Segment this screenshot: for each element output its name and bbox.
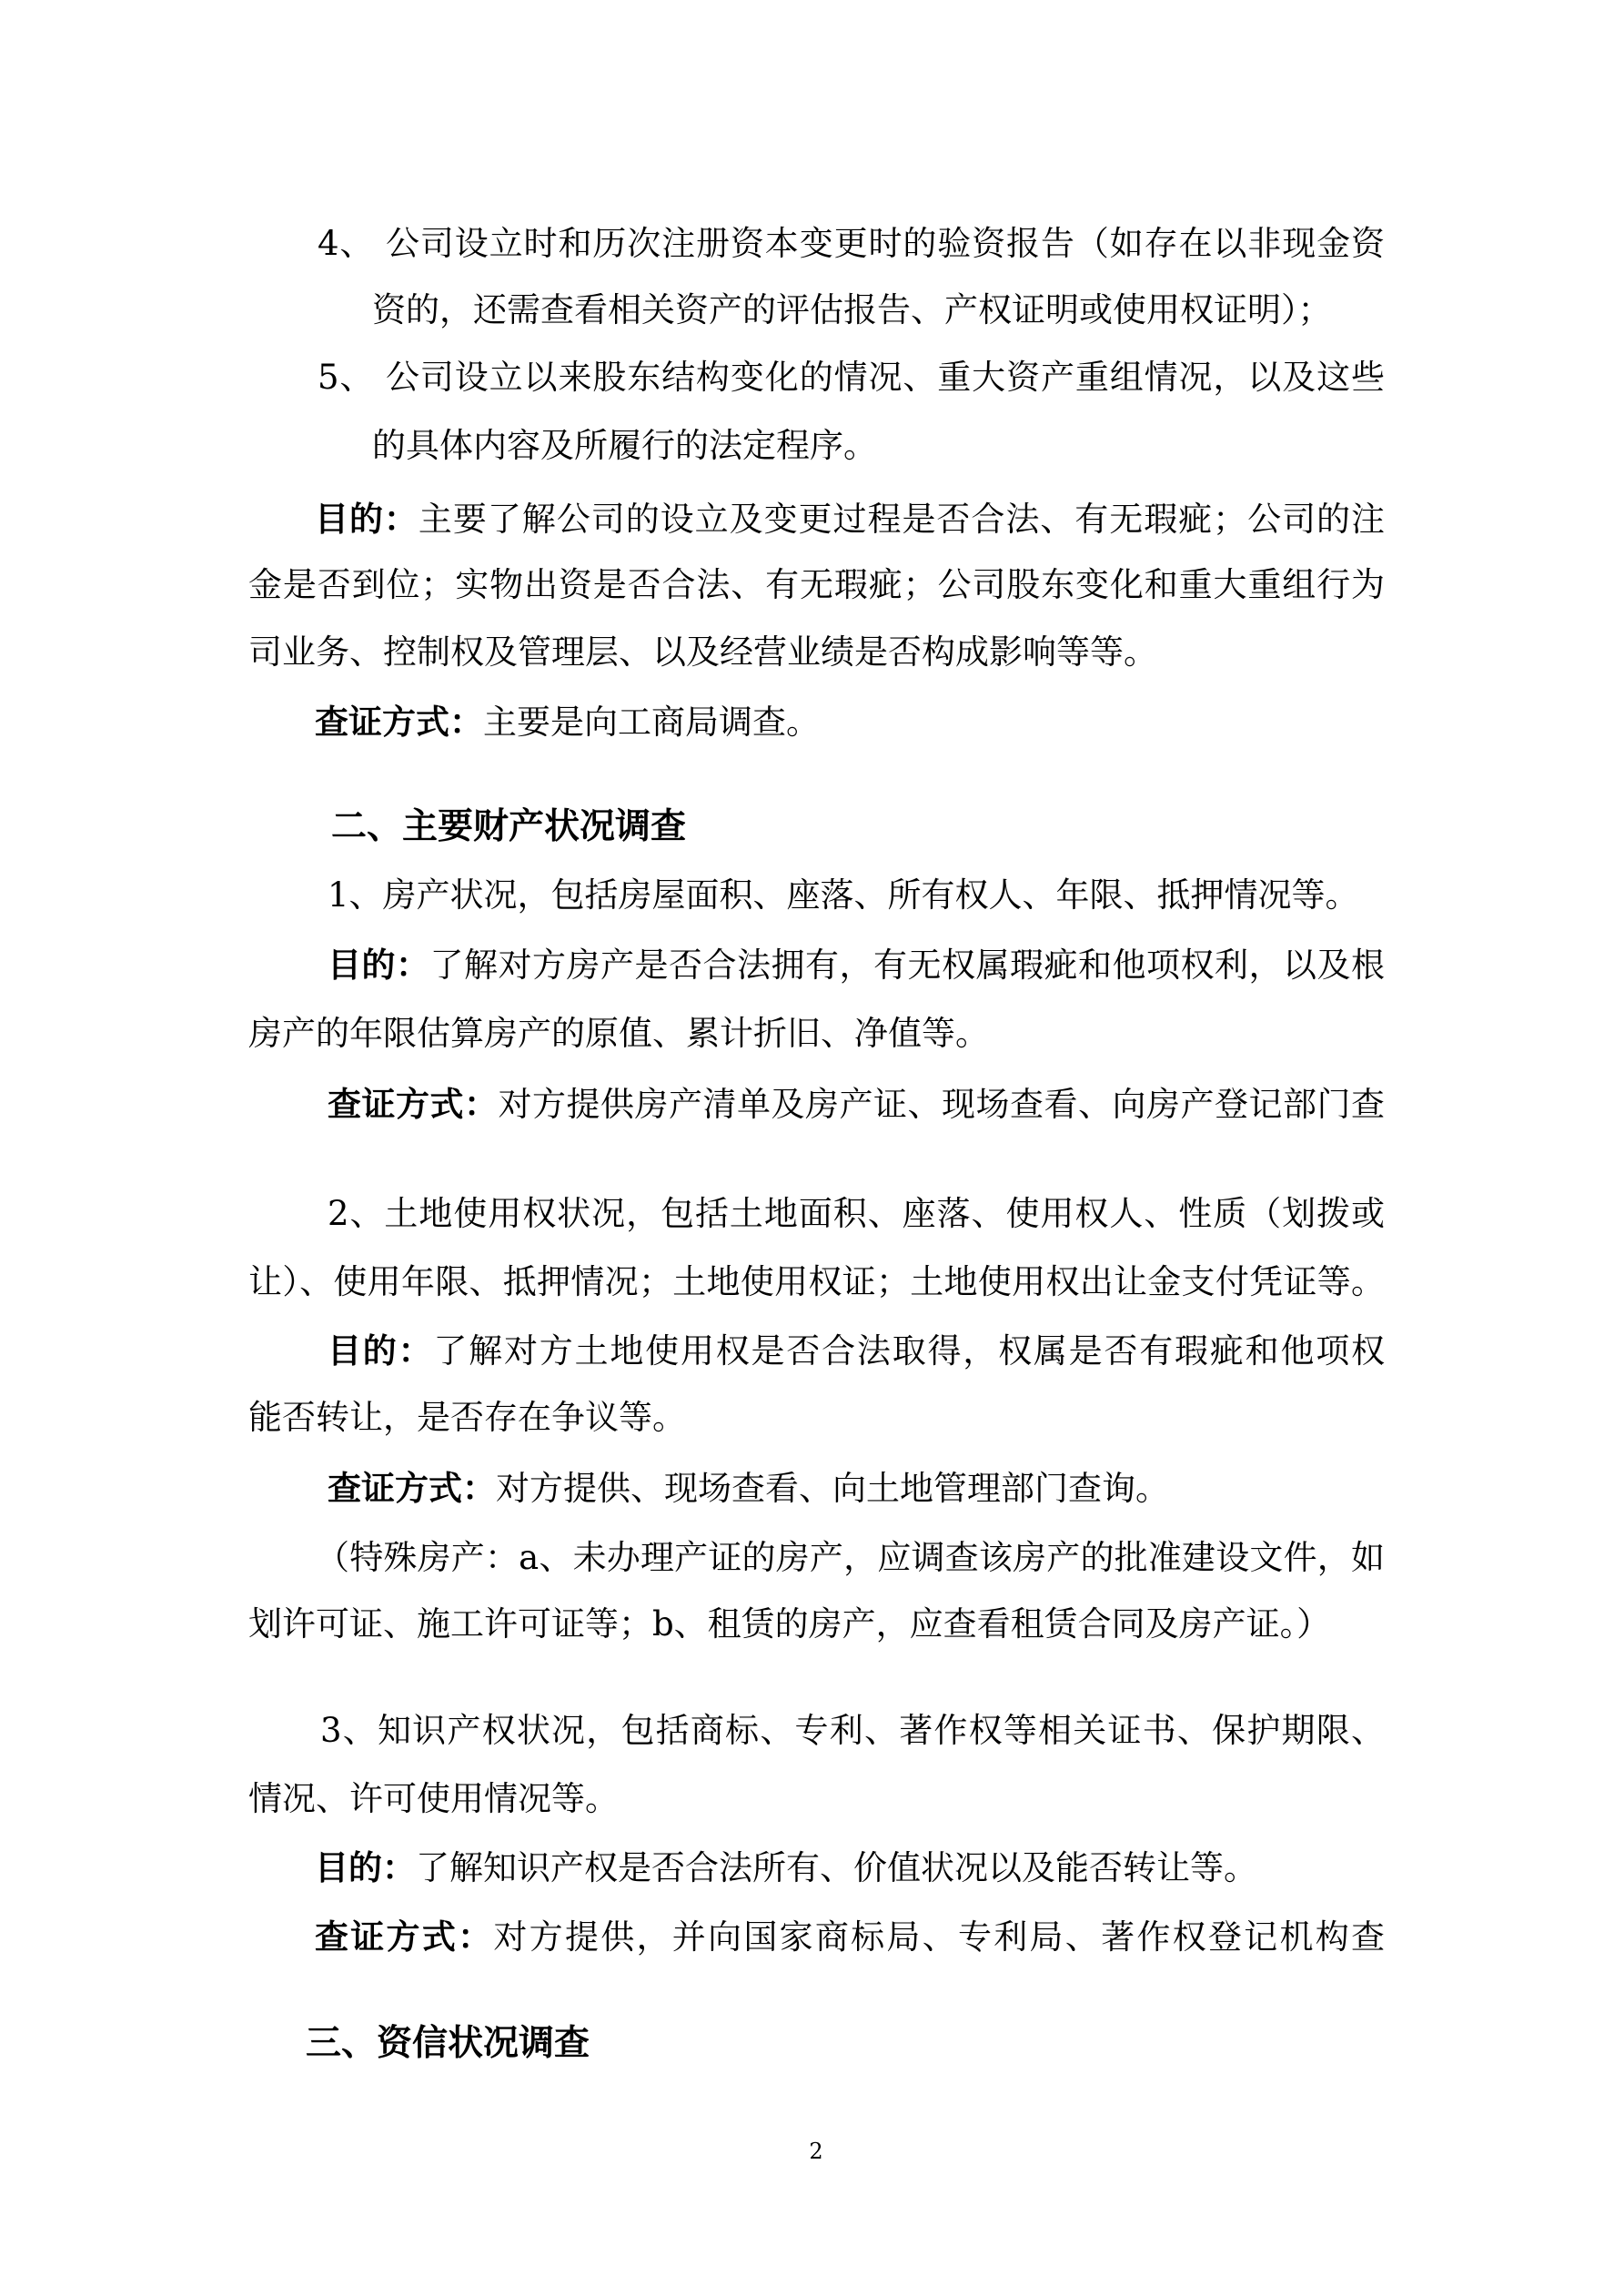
- section-heading-3: 三、资信状况调查: [306, 2023, 590, 2064]
- verification-label: 查证方式：: [328, 1469, 496, 1508]
- purpose-label: 目的：: [328, 1331, 434, 1371]
- paragraph-line: [248, 565, 1385, 605]
- line-text: 主要是向工商局调查。: [483, 703, 820, 742]
- purpose-paragraph-1: [315, 500, 1385, 540]
- paragraph-line: [248, 1779, 619, 1819]
- line-text: 了解对方房产是否合法拥有，有无权属瑕疵和他项权利，以及根: [429, 946, 1385, 985]
- verification-label: 查证方式：: [315, 703, 483, 742]
- line-text: 金是否到位；实物出资是否合法、有无瑕疵；公司股东变化和重大重组行为: [248, 565, 1385, 604]
- page-number: 2: [809, 2139, 823, 2164]
- line-text: 划许可证、施工许可证等；b、租赁的房产，应查看租赁合同及房产证。）: [248, 1604, 1331, 1644]
- list-item-4: [318, 224, 1385, 264]
- line-text: 了解对方土地使用权是否合法取得，权属是否有瑕疵和他项权: [433, 1331, 1385, 1371]
- list-item-1: [328, 875, 1359, 915]
- line-text: 的具体内容及所履行的法定程序。: [372, 426, 877, 465]
- paragraph-line: [248, 632, 1157, 673]
- line-text: 4、 公司设立时和历次注册资本变更时的验资报告（如存在以非现金资: [318, 224, 1385, 263]
- verification-paragraph-3: [328, 1469, 1169, 1509]
- purpose-label: 目的：: [328, 946, 430, 985]
- list-item-2: [328, 1194, 1385, 1234]
- purpose-paragraph-3: [328, 1331, 1385, 1371]
- verification-paragraph-2: [328, 1085, 1385, 1125]
- line-text: 了解知识产权是否合法所有、价值状况以及能否转让等。: [416, 1848, 1257, 1887]
- list-item-3: [320, 1711, 1385, 1751]
- line-text: 资的，还需查看相关资产的评估报告、产权证明或使用权证明）；: [372, 290, 1332, 329]
- line-text: 情况、许可使用情况等。: [248, 1779, 619, 1818]
- paragraph-line: [248, 1604, 1330, 1644]
- line-text: 对方提供、现场查看、向土地管理部门查询。: [496, 1469, 1169, 1508]
- section-heading-2: 二、主要财产状况调查: [331, 806, 687, 847]
- line-text: 让）、使用年限、抵押情况；土地使用权证；土地使用权出让金支付凭证等。: [248, 1262, 1385, 1301]
- list-item-5: [318, 358, 1385, 398]
- special-property-note: [316, 1538, 1385, 1578]
- purpose-paragraph-2: [328, 946, 1385, 986]
- list-item-4-cont: [372, 290, 1332, 330]
- paragraph-line: [248, 1262, 1385, 1302]
- line-text: 对方提供房产清单及房产证、现场查看、向房产登记部门查: [498, 1085, 1385, 1124]
- line-text: （特殊房产：a、未办理产证的房产，应调查该房产的批准建设文件，如: [316, 1538, 1385, 1577]
- verification-paragraph-4: [315, 1917, 1385, 1957]
- line-text: 3、知识产权状况，包括商标、专利、著作权等相关证书、保护期限、: [320, 1711, 1385, 1750]
- purpose-label: 目的：: [315, 1848, 416, 1887]
- verification-paragraph-1: [315, 703, 820, 743]
- line-text: 房产的年限估算房产的原值、累计折旧、净值等。: [248, 1014, 989, 1053]
- line-text: 5、 公司设立以来股东结构变化的情况、重大资产重组情况，以及这些: [318, 358, 1385, 397]
- verification-label: 查证方式：: [315, 1917, 494, 1957]
- line-text: 1、房产状况，包括房屋面积、座落、所有权人、年限、抵押情况等。: [328, 875, 1359, 915]
- paragraph-line: [248, 1014, 989, 1054]
- line-text: 司业务、控制权及管理层、以及经营业绩是否构成影响等等。: [248, 632, 1157, 672]
- line-text: 对方提供，并向国家商标局、专利局、著作权登记机构查: [493, 1917, 1385, 1957]
- line-text: 能否转让，是否存在争议等。: [248, 1398, 686, 1437]
- purpose-paragraph-4: [315, 1848, 1257, 1888]
- paragraph-line: [248, 1398, 686, 1438]
- purpose-label: 目的：: [315, 500, 419, 539]
- verification-label: 查证方式：: [328, 1085, 499, 1124]
- line-text: 2、土地使用权状况，包括土地面积、座落、使用权人、性质（划拨或: [328, 1194, 1385, 1233]
- line-text: 主要了解公司的设立及变更过程是否合法、有无瑕疵；公司的注: [418, 500, 1385, 539]
- list-item-5-cont: [372, 426, 877, 466]
